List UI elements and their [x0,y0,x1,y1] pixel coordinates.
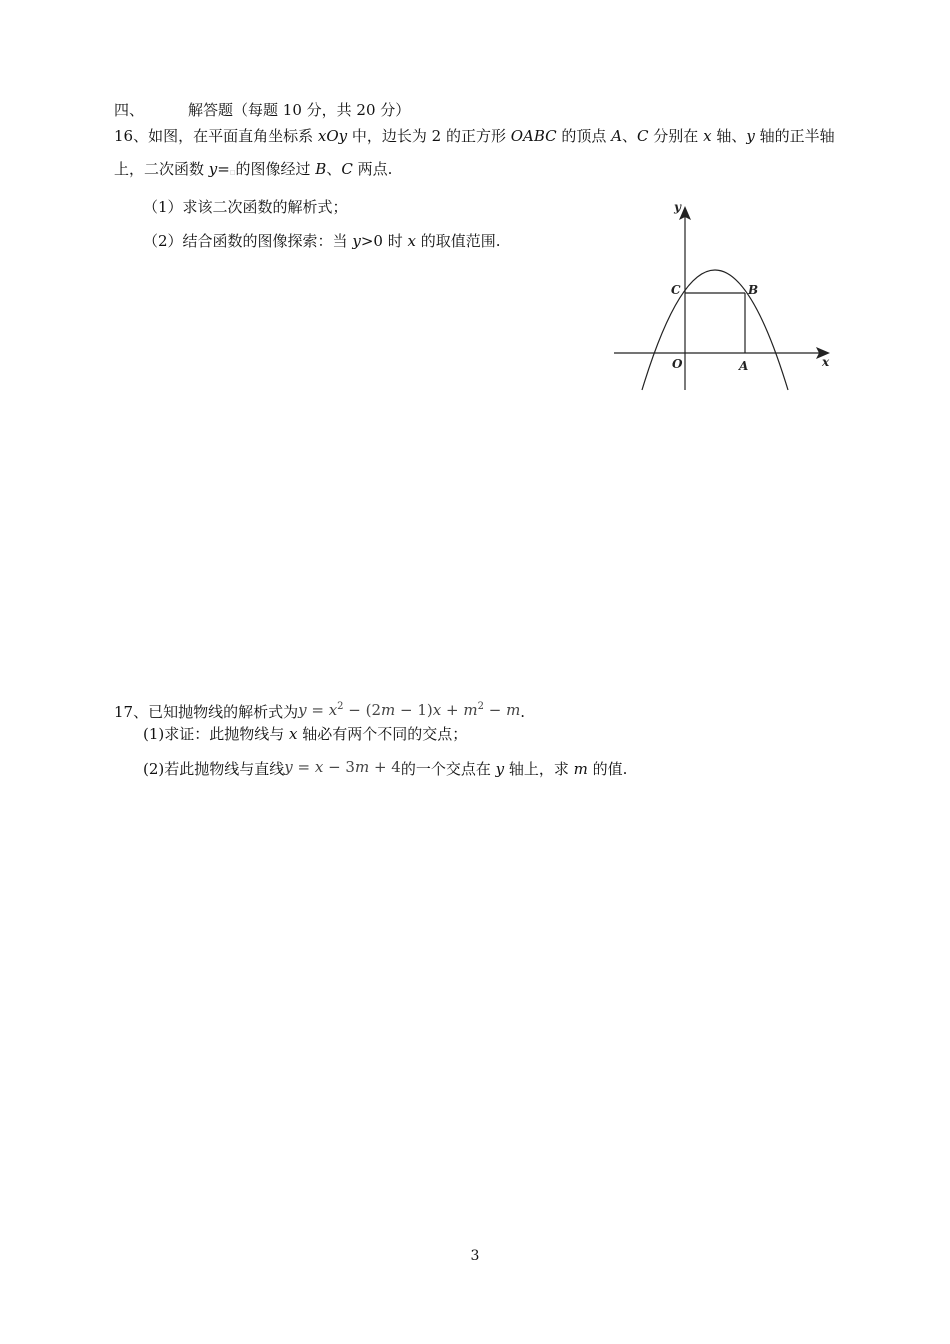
section-header [114,100,410,120]
section-number: 四、 [114,101,145,119]
var-x: x [407,232,416,250]
formula-line [284,758,401,776]
var-y: y [208,160,218,178]
text: 轴必有两个不同的交点； [297,725,468,743]
label-a: A [739,359,749,373]
text: 的取值范围. [415,232,501,250]
text: 轴上，求 [504,760,574,778]
op: = [292,758,315,776]
text: 的图像经过 [235,160,316,178]
op: − 1) [395,701,433,719]
q16-part-1 [143,197,348,217]
q17-part-2 [143,757,627,779]
text: (2)若此抛物线与直线 [143,760,285,778]
text: 、 [326,160,342,178]
op: + 4 [369,758,401,776]
q17-part-1 [143,724,467,744]
text: 16、如图，在平面直角坐标系 [114,127,318,145]
text: >0 时 [360,232,408,250]
op: + [441,701,464,719]
text: （1）求该二次函数的解析式； [143,198,348,216]
var: m [506,701,521,719]
text: 的一个交点在 [400,760,496,778]
text: 轴、 [711,127,747,145]
q16-line-2 [114,159,392,183]
var-a: A [611,127,623,145]
q16-line-1 [114,126,835,146]
q17-line-1 [114,697,525,722]
text: 上，二次函数 [114,160,209,178]
var-xoy: xOy [317,127,348,145]
label-x: x [822,355,830,369]
label-o: O [672,357,683,371]
var-y: y [352,232,361,250]
var: m [354,758,370,776]
var-x: x [289,725,298,743]
text: 中，边长为 2 的正方形 [347,127,511,145]
var-c: C [637,127,649,145]
text: . [520,703,526,721]
op: = [306,701,329,719]
var-x: x [703,127,712,145]
var: x [328,701,338,719]
label-b: B [748,283,759,297]
text: 17、已知抛物线的解析式为 [114,703,299,721]
var-c: C [341,160,353,178]
var-m: m [573,760,588,778]
var-b: B [315,160,327,178]
page-number: 3 [470,1248,480,1264]
var: y [284,758,293,776]
section-title: 解答题（每题 10 分，共 20 分） [188,101,411,119]
var: x [314,758,324,776]
formula-parabola [298,701,520,719]
var: m [463,701,478,719]
op: − [483,701,507,719]
q16-part-2 [143,231,500,251]
op: − (2 [343,701,382,719]
exp: 2 [477,701,484,712]
var-y: y [746,127,755,145]
text: (1)求证：此抛物线与 [143,725,290,743]
label-c: C [671,283,681,297]
text: 轴的正半轴 [754,127,835,145]
text: 的顶点 [556,127,612,145]
parabola-curve [642,270,788,390]
text: 的值. [587,760,628,778]
text: 分别在 [648,127,704,145]
exp: 2 [337,701,344,712]
var: y [298,701,307,719]
text: 、 [622,127,638,145]
text: （2）结合函数的图像探索：当 [143,232,353,250]
var: x [432,701,442,719]
op: − 3 [323,758,355,776]
text: 两点. [352,160,393,178]
parabola-square-graph [608,196,838,396]
formula-image-placeholder: □ [229,169,236,176]
var: m [381,701,396,719]
label-y: y [674,200,681,214]
var-y: y [495,760,505,778]
var-oabc: OABC [510,127,557,145]
text: = [217,160,230,178]
